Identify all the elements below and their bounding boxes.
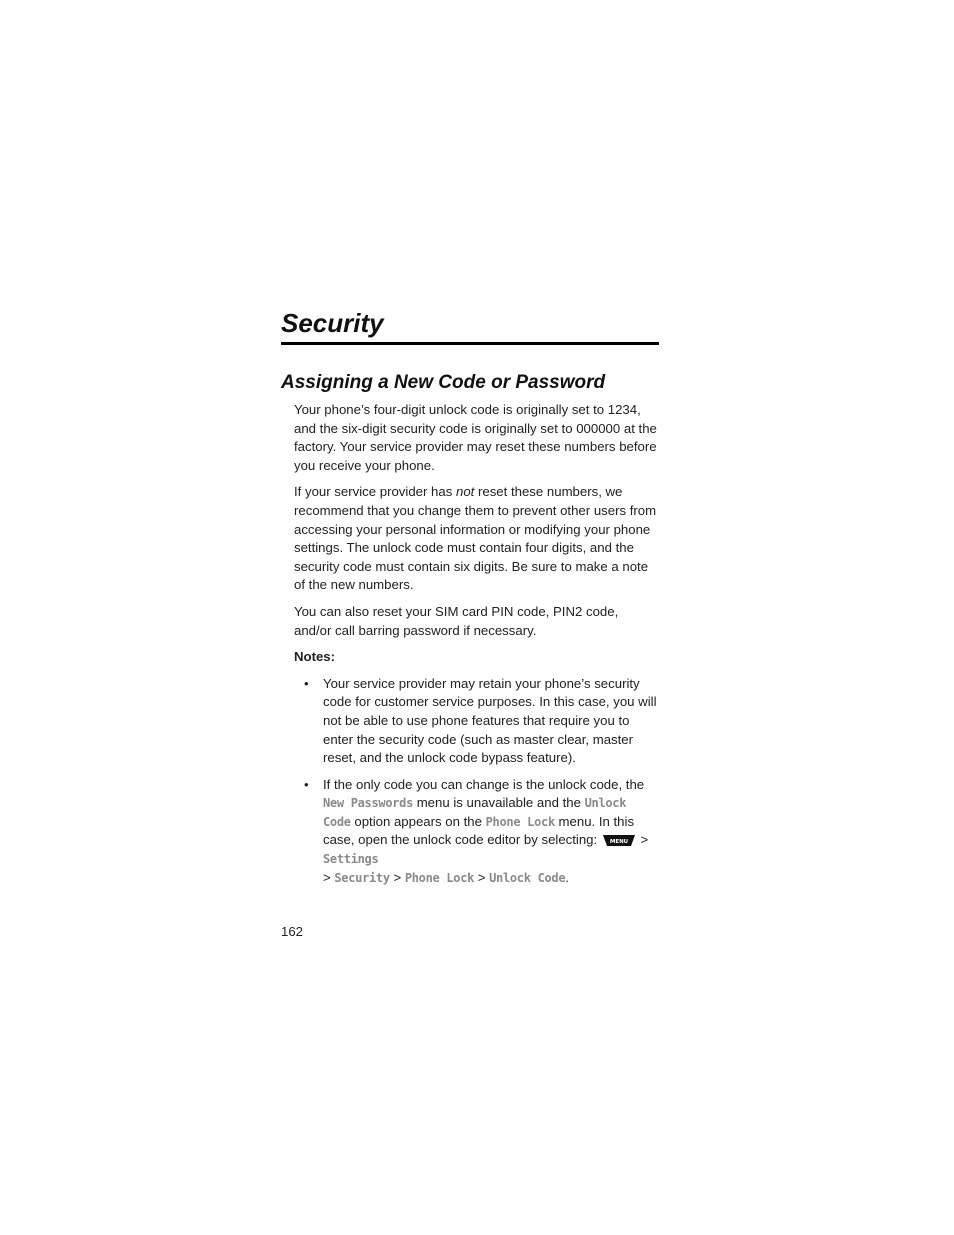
note-text: > (474, 869, 490, 885)
note-text: menu. In this case, open the unlock code editor by selecting: (323, 813, 635, 848)
menu-key-icon (603, 835, 635, 846)
note-text: Your service provider may retain your phone’s security code for customer service purposes. In this case, you will not be able to use phone features that require you to enter the security code (such as master clear, master reset, and the unlock code bypass feature). (323, 675, 657, 766)
note-text: If the only code you can change is the unlock code, the (323, 776, 645, 792)
emphasis-not: not (455, 484, 475, 500)
bullet-icon: • (304, 776, 309, 792)
page-number: 162 (281, 924, 304, 939)
note-text: . (565, 869, 569, 885)
note-text: > (323, 869, 335, 885)
paragraph-default-codes: Your phone’s four-digit unlock code is originally set to 1234, and the six-digit security code is originally set to 000000 at the factory. Your service provider may reset these numbers before you receive your phone. (294, 402, 657, 473)
list-item (294, 776, 659, 888)
notes-list (294, 675, 659, 888)
list-item (294, 675, 659, 768)
paragraph-sim-pin: You can also reset your SIM card PIN code, PIN2 code, and/or call barring password if necessary. (294, 603, 619, 638)
paragraph-text: If your service provider has (294, 484, 456, 500)
menu-key-label: MENU (609, 839, 629, 846)
section-title: Assigning a New Code or Password (281, 372, 606, 393)
note-text: > (636, 832, 649, 848)
notes-label: Notes: (294, 649, 336, 665)
page-content (281, 300, 659, 895)
paragraph-change-codes (294, 483, 659, 595)
note-text: option appears on the (350, 813, 486, 829)
menu-name-unlock-code: Unlock Code (489, 870, 566, 885)
menu-name-new-passwords: New Passwords (323, 796, 414, 811)
menu-name-unlock-code: Unlock Code (323, 796, 627, 829)
menu-name-security: Security (334, 870, 390, 885)
menu-name-phone-lock: Phone Lock (485, 814, 555, 829)
bullet-icon: • (304, 675, 309, 691)
paragraph-text: reset these numbers, we recommend that you change them to prevent other users from accessing your personal information or modifying your phone settings. The unlock code must contain four digits, and the security code must contain six digits. Be sure to make a note of the new numbers. (294, 484, 657, 593)
menu-name-phone-lock: Phone Lock (404, 870, 475, 885)
menu-name-settings: Settings (323, 852, 379, 867)
note-text: menu is unavailable and the (413, 795, 585, 811)
chapter-title: Security (281, 300, 659, 345)
note-text: > (389, 869, 405, 885)
section-body (281, 401, 659, 887)
